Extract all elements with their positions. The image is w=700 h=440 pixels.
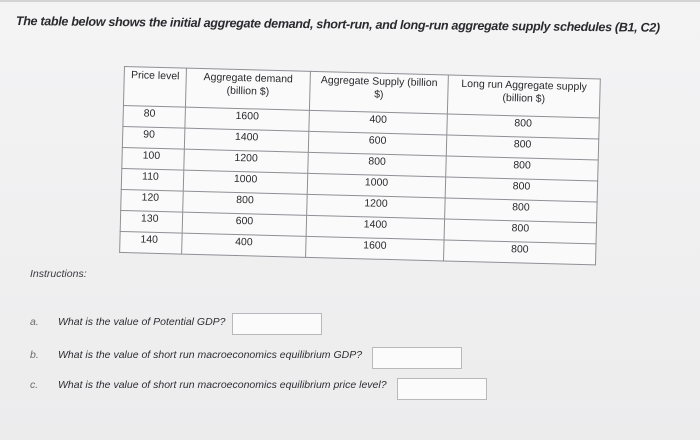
question-text: What is the value of short run macroeconomics equilibrium GDP? xyxy=(58,349,363,361)
schedule-table xyxy=(119,66,601,265)
cell-price-level: 90 xyxy=(122,126,185,149)
cell-aggregate-demand: 1400 xyxy=(184,128,309,152)
header-lr-line1: Long run Aggregate supply xyxy=(461,77,588,94)
cell-price-level: 140 xyxy=(120,231,183,254)
header-ad-line2: (billion $) xyxy=(226,84,270,98)
question-letter: c. xyxy=(30,379,39,391)
cell-price-level: 80 xyxy=(123,105,186,128)
header-lr-line2: (billion $) xyxy=(502,91,546,106)
cell-long-run-supply: 800 xyxy=(446,156,598,181)
header-aggregate-demand xyxy=(185,68,310,110)
cell-price-level: 120 xyxy=(121,189,184,212)
cell-aggregate-supply: 1600 xyxy=(306,236,445,261)
cell-aggregate-demand: 800 xyxy=(183,191,308,215)
cell-aggregate-demand: 1000 xyxy=(183,170,308,194)
header-long-run-supply xyxy=(447,75,600,118)
equilibrium-price-answer-field[interactable] xyxy=(397,378,487,400)
cell-aggregate-supply: 1000 xyxy=(307,173,446,198)
cell-aggregate-demand: 400 xyxy=(182,233,307,257)
header-ad-line1: Aggregate demand xyxy=(203,71,294,86)
cell-aggregate-supply: 1200 xyxy=(307,194,446,219)
cell-long-run-supply: 800 xyxy=(444,240,596,265)
cell-aggregate-demand: 1600 xyxy=(185,107,310,131)
cell-long-run-supply: 800 xyxy=(444,219,596,244)
header-aggregate-supply xyxy=(309,71,448,114)
header-as-line2: $) xyxy=(374,88,384,101)
cell-long-run-supply: 800 xyxy=(445,198,597,223)
cell-price-level: 100 xyxy=(122,147,185,170)
question-text: What is the value of short run macroeconomics equilibrium price level? xyxy=(58,379,387,391)
cell-aggregate-demand: 1200 xyxy=(184,149,309,173)
cell-long-run-supply: 800 xyxy=(445,177,597,202)
cell-price-level: 130 xyxy=(120,210,183,233)
question-letter: b. xyxy=(30,349,39,361)
potential-gdp-answer-field[interactable] xyxy=(232,313,322,335)
cell-aggregate-supply: 800 xyxy=(308,152,447,177)
top-divider xyxy=(0,0,700,2)
question-heading: The table below shows the initial aggregate demand, short-run, and long-run aggregate supply schedules (B1, C2) xyxy=(15,14,660,35)
cell-long-run-supply: 800 xyxy=(447,114,599,139)
cell-aggregate-demand: 600 xyxy=(182,212,307,236)
header-price-level: Price level xyxy=(123,67,186,108)
instructions-label: Instructions: xyxy=(30,268,87,280)
cell-aggregate-supply: 600 xyxy=(308,131,447,156)
question-text: What is the value of Potential GDP? xyxy=(58,316,226,328)
schedule-table-wrapper xyxy=(119,66,600,265)
cell-aggregate-supply: 400 xyxy=(309,110,448,135)
question-letter: a. xyxy=(30,316,39,328)
header-as-line1: Aggregate Supply (billion xyxy=(320,74,438,90)
cell-price-level: 110 xyxy=(121,168,184,191)
cell-long-run-supply: 800 xyxy=(446,135,598,160)
cell-aggregate-supply: 1400 xyxy=(306,215,445,240)
equilibrium-gdp-answer-field[interactable] xyxy=(372,347,462,369)
